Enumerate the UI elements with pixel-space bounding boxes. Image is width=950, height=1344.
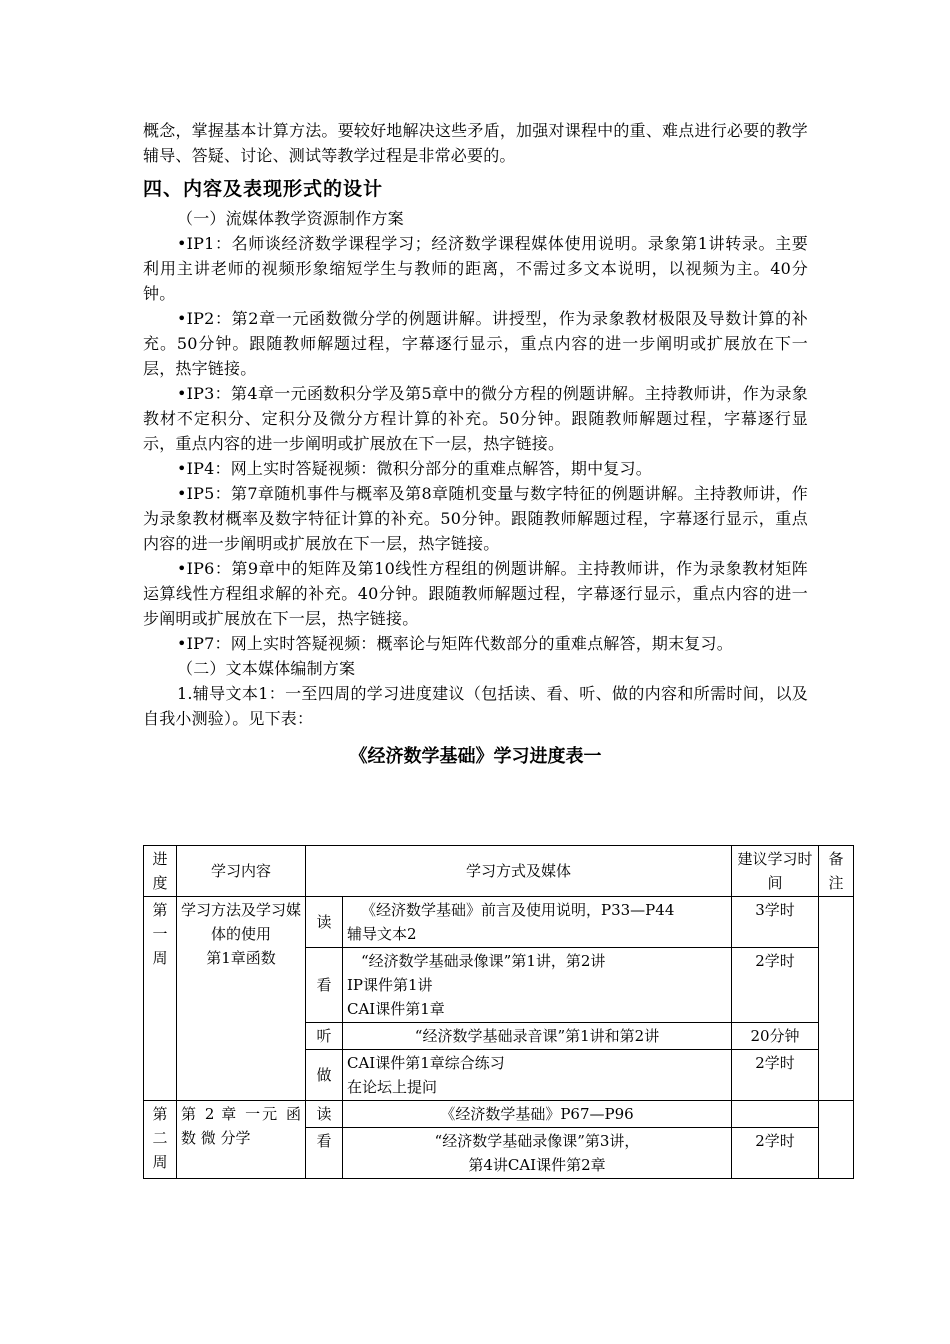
table-row [144,897,854,948]
week-label: 第一周 [144,897,177,1101]
paragraph-intro: 概念，掌握基本计算方法。要较好地解决这些矛盾，加强对课程中的重、难点进行必要的教学辅导、答疑、讨论、测试等教学过程是非常必要的。 [143,121,808,165]
note-cell [819,1101,854,1179]
subsection-heading-text-media: （二）文本媒体编制方案 [177,659,356,678]
subsection-heading-streaming: （一）流媒体教学资源制作方案 [177,209,404,228]
header-progress: 进度 [144,846,177,897]
method-cell [343,1101,732,1128]
time-cell: 2学时 [732,948,819,1023]
schedule-table [143,845,854,1179]
method-cell [343,1023,732,1050]
method-cell [343,1050,732,1101]
mode-cell: 看 [306,1128,343,1179]
table-header-row [144,846,854,897]
ip-item-2: •IP2：第2章一元函数微分学的例题讲解。讲授型，作为录象教材极限及导数计算的补充。50分钟。跟随教师解题过程，字幕逐行显示，重点内容的进一步阐明或扩展放在下一层，热字链接。 [143,309,808,378]
time-cell: 2学时 [732,1050,819,1101]
header-content: 学习内容 [177,846,306,897]
document-body [143,118,808,779]
ip-item-3: •IP3：第4章一元函数积分学及第5章中的微分方程的例题讲解。主持教师讲，作为录象教材不定积分、定积分及微分方程计算的补充。50分钟。跟随教师解题过程，字幕逐行显示，重点内容的进一步阐明或扩展放在下一层，热字链接。 [143,384,808,453]
method-cell [343,1128,732,1179]
time-cell: 20分钟 [732,1023,819,1050]
week-content-line: 学习方法及学习媒体的使用 [181,901,302,943]
mode-cell: 听 [306,1023,343,1050]
method-cell [343,948,732,1023]
header-method: 学习方式及媒体 [306,846,732,897]
ip-item-1: •IP1：名师谈经济数学课程学习；经济数学课程媒体使用说明。录象第1讲转录。主要利用主讲老师的视频形象缩短学生与教师的距离，不需过多文本说明，以视频为主。40分钟。 [143,234,808,303]
header-time: 建议学习时间 [732,846,819,897]
note-cell [819,897,854,1101]
method-cell [343,897,732,948]
ip-item-5: •IP5：第7章随机事件与概率及第8章随机变量与数字特征的例题讲解。主持教师讲，作为录象教材概率及数字特征计算的补充。50分钟。跟随教师解题过程，字幕逐行显示，重点内容的进一步阐明或扩展放在下一层，热字链接。 [143,484,808,553]
mode-cell: 读 [306,1101,343,1128]
method-line: 辅导文本2 [347,925,417,943]
method-line: 第4讲CAI课件第2章 [468,1156,606,1174]
method-line: IP课件第1讲 [347,976,433,994]
ip-item-7: •IP7：网上实时答疑视频：概率论与矩阵代数部分的重难点解答，期末复习。 [177,634,733,653]
time-cell [732,1101,819,1128]
method-line: 《经济数学基础》P67—P96 [440,1105,634,1123]
mode-cell: 做 [306,1050,343,1101]
table-title: 《经济数学基础》学习进度表一 [349,746,602,767]
week-content: 第 2 章 一元 函 数 微 分学 [177,1101,306,1179]
method-line: “经济数学基础录像课”第1讲，第2讲 [361,952,606,970]
method-line: 在论坛上提问 [347,1078,438,1096]
mode-cell: 读 [306,897,343,948]
method-line: 《经济数学基础》前言及使用说明，P33—P44 [361,901,675,919]
method-line: CAI课件第1章综合练习 [347,1054,505,1072]
week-content [177,897,306,1101]
ip-item-4: •IP4：网上实时答疑视频：微积分部分的重难点解答，期中复习。 [177,459,652,478]
method-line: “经济数学基础录音课”第1讲和第2讲 [414,1027,660,1045]
ip-item-6: •IP6：第9章中的矩阵及第10线性方程组的例题讲解。主持教师讲，作为录象教材矩阵运算线性方程组求解的补充。40分钟。跟随教师解题过程，字幕逐行显示，重点内容的进一步阐明或扩展放在下一层，热字链接。 [143,559,808,628]
method-line: CAI课件第1章 [347,1000,445,1018]
table-row [144,1101,854,1128]
week-label: 第二周 [144,1101,177,1179]
week-content-line: 第1章函数 [206,949,276,967]
text-guide-1: 1.辅导文本1：一至四周的学习进度建议（包括读、看、听、做的内容和所需时间，以及自我小测验）。见下表： [143,684,808,728]
mode-cell: 看 [306,948,343,1023]
time-cell: 3学时 [732,897,819,948]
method-line: “经济数学基础录像课”第3讲， [434,1132,640,1150]
header-note: 备注 [819,846,854,897]
section-heading: 四、内容及表现形式的设计 [143,178,384,200]
time-cell: 2学时 [732,1128,819,1179]
